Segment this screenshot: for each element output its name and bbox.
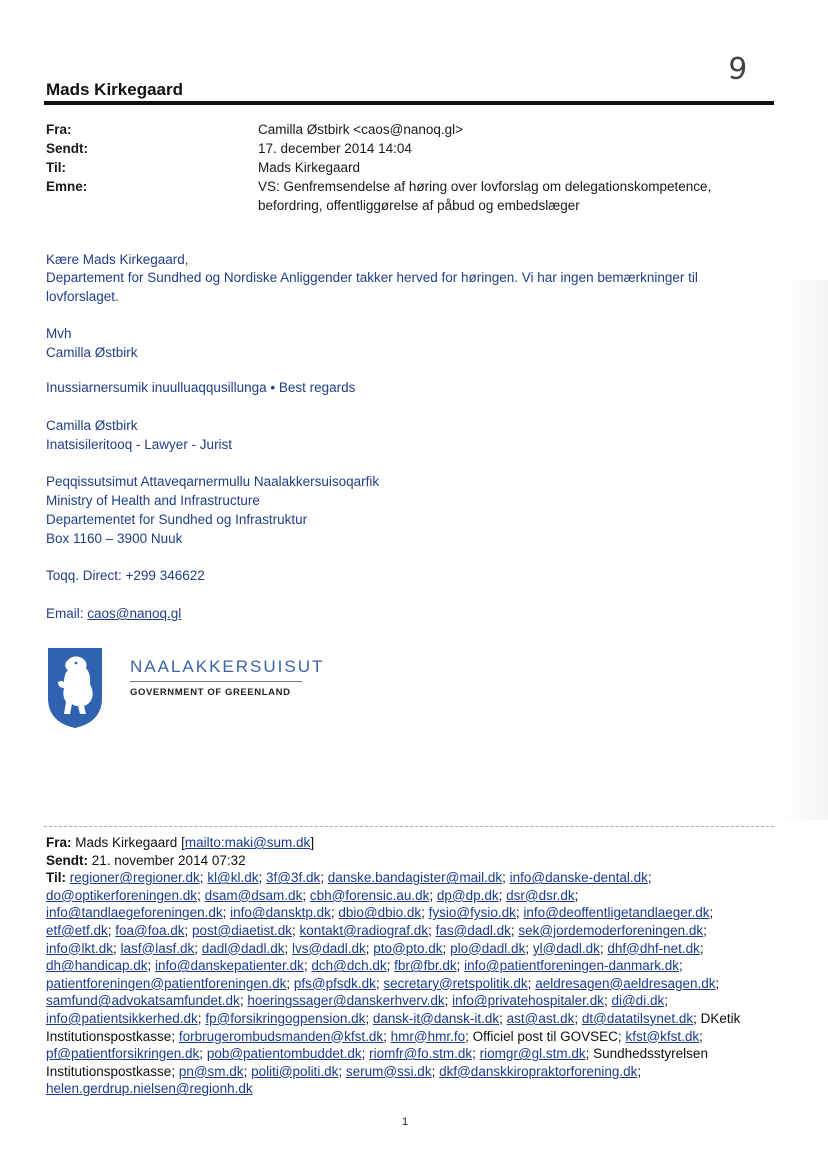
recipient-separator: ; bbox=[498, 887, 507, 903]
recipient-separator: ; bbox=[444, 993, 453, 1009]
reply-paragraph: Departement for Sundhed og Nordiske Anliggender takker herved for høringen. Vi har ingen bemærkninger til lovforslaget. bbox=[46, 270, 698, 304]
recipient-separator: ; bbox=[574, 1010, 582, 1026]
recipient-separator: ; bbox=[456, 958, 465, 974]
recipient-separator: ; bbox=[284, 940, 293, 956]
recipient-separator: ; bbox=[421, 905, 429, 921]
recipient-email-link[interactable]: dh@handicap.dk bbox=[46, 958, 148, 974]
recipient-email-link[interactable]: yl@dadl.dk bbox=[532, 940, 600, 956]
recipient-separator: ; Officiel post til GOVSEC; bbox=[465, 1028, 626, 1044]
regards-line: Inussiarnersumik inuulluaqqusillunga • Best regards bbox=[46, 380, 356, 395]
closing: Mvh bbox=[46, 326, 72, 341]
org-line-2: Ministry of Health and Infrastructure bbox=[46, 493, 260, 508]
recipient-separator: ; bbox=[664, 993, 668, 1009]
recipient-separator: ; bbox=[286, 975, 294, 991]
fwd-to-label: Til: bbox=[46, 870, 66, 886]
handwritten-page-mark: 9 bbox=[726, 51, 749, 88]
recipient-email-link[interactable]: dsr@dsr.dk bbox=[506, 887, 575, 903]
fwd-from-mailto-link[interactable]: mailto:maki@sum.dk bbox=[184, 835, 311, 850]
recipient-email-link[interactable]: dch@dch.dk bbox=[311, 958, 387, 974]
recipient-email-link[interactable]: info@lkt.dk bbox=[46, 940, 113, 956]
recipient-separator: ; bbox=[472, 1046, 480, 1062]
recipient-email-link[interactable]: foa@foa.dk bbox=[115, 922, 185, 938]
recipient-separator: ; bbox=[361, 1046, 370, 1062]
from-row bbox=[46, 120, 728, 139]
recipient-email-link[interactable]: dansk-it@dansk-it.dk bbox=[372, 1010, 500, 1026]
recipient-separator: ; bbox=[199, 870, 208, 886]
recipient-email-link[interactable]: riomgr@gl.stm.dk bbox=[479, 1046, 586, 1062]
recipient-separator: ; bbox=[365, 1010, 373, 1026]
sent-label: Sendt: bbox=[46, 141, 88, 156]
brand-block bbox=[130, 657, 324, 698]
recipient-email-link[interactable]: info@privatehospitaler.dk bbox=[452, 993, 604, 1009]
page-number: 1 bbox=[402, 1116, 409, 1128]
recipient-separator: ; bbox=[222, 905, 231, 921]
recipient-email-link[interactable]: serum@ssi.dk bbox=[345, 1063, 432, 1079]
recipient-email-link[interactable]: aeldresagen@aeldresagen.dk bbox=[535, 975, 716, 991]
fwd-from-close: ] bbox=[310, 835, 315, 850]
recipient-email-link[interactable]: samfund@advokatsamfundet.dk bbox=[46, 993, 240, 1009]
recipient-email-link[interactable]: fbr@fbr.dk bbox=[394, 958, 457, 974]
recipient-separator: ; bbox=[320, 870, 328, 886]
recipient-email-link[interactable]: pto@pto.dk bbox=[373, 940, 443, 956]
recipient-separator: ; bbox=[194, 940, 202, 956]
recipient-email-link[interactable]: cbh@forensic.au.dk bbox=[309, 887, 430, 903]
recipient-email-link[interactable]: info@patientsikkerhed.dk bbox=[46, 1010, 198, 1026]
fwd-sent-row bbox=[46, 852, 746, 870]
recipient-separator: ; bbox=[330, 905, 339, 921]
recipient-email-link[interactable]: riomfr@fo.stm.dk bbox=[369, 1046, 473, 1062]
address: Box 1160 – 3900 Nuuk bbox=[46, 531, 183, 546]
recipient-separator: ; bbox=[375, 975, 384, 991]
recipient-separator: ; bbox=[184, 922, 193, 938]
org-line-3: Departementet for Sundhed og Infrastruktur bbox=[46, 512, 308, 527]
recipient-email-link[interactable]: pf@patientforsikringen.dk bbox=[46, 1046, 200, 1062]
recipient-email-link[interactable]: info@deoffentligetandlaeger.dk bbox=[523, 905, 710, 921]
recipient-separator: ; bbox=[574, 887, 579, 903]
recipient-email-link[interactable]: dsam@dsam.dk bbox=[204, 887, 303, 903]
recipient-email-link[interactable]: politi@politi.dk bbox=[251, 1063, 339, 1079]
brand-name: NAALAKKERSUISUT bbox=[130, 657, 325, 676]
to-row bbox=[46, 158, 728, 177]
recipient-separator: ; bbox=[431, 1063, 440, 1079]
recipient-separator: ; bbox=[386, 958, 395, 974]
recipient-separator: ; bbox=[499, 1010, 507, 1026]
recipient-separator: ; bbox=[599, 940, 608, 956]
recipient-email-link[interactable]: hmr@hmr.fo bbox=[390, 1028, 466, 1044]
recipient-email-link[interactable]: kontakt@radiograf.dk bbox=[299, 922, 429, 938]
recipient-separator: ; bbox=[715, 975, 720, 991]
recipient-separator: ; bbox=[383, 1028, 391, 1044]
recipient-separator: ; bbox=[527, 975, 536, 991]
mailbox-owner: Mads Kirkegaard bbox=[46, 80, 183, 99]
recipient-separator: ; bbox=[603, 993, 612, 1009]
subject-value: VS: Genfremsendelse af høring over lovforslag om delegationskompetence, befordring, offentliggørelse af påbud og embedslæger bbox=[258, 179, 712, 213]
recipient-separator: ; bbox=[703, 922, 707, 938]
header-rule bbox=[44, 101, 774, 105]
recipient-separator: ; bbox=[502, 870, 510, 886]
direct-phone: Toqq. Direct: +299 346622 bbox=[46, 568, 205, 583]
greenland-coat-of-arms-logo bbox=[46, 646, 104, 730]
forward-separator bbox=[44, 826, 774, 827]
fwd-sent-value: 21. november 2014 07:32 bbox=[88, 852, 246, 868]
recipient-email-link[interactable]: danske.bandagister@mail.dk bbox=[327, 870, 503, 886]
recipient-separator: ; bbox=[699, 1028, 703, 1044]
recipient-separator: ; bbox=[510, 922, 519, 938]
email-line bbox=[46, 604, 181, 623]
recipient-email-link[interactable]: dkf@danskkiropraktorforening.dk bbox=[439, 1063, 638, 1079]
recipient-email-link[interactable]: fas@dadl.dk bbox=[435, 922, 511, 938]
recipient-email-link[interactable]: dadl@dadl.dk bbox=[201, 940, 285, 956]
recipient-separator: ; bbox=[147, 958, 156, 974]
recipient-separator: ; bbox=[197, 887, 205, 903]
fwd-sent-label: Sendt: bbox=[46, 852, 88, 868]
signature-title: Inatsisileritooq - Lawyer - Jurist bbox=[46, 437, 233, 452]
recipient-email-link[interactable]: plo@dadl.dk bbox=[450, 940, 526, 956]
recipient-separator: ; bbox=[515, 905, 524, 921]
recipient-separator: ; bbox=[112, 940, 121, 956]
recipient-email-link[interactable]: info@danskepatienter.dk bbox=[155, 958, 304, 974]
recipient-email-link[interactable]: dp@dp.dk bbox=[436, 887, 499, 903]
email-label: Email: bbox=[46, 606, 88, 621]
recipient-email-link[interactable]: lasf@lasf.dk bbox=[120, 940, 195, 956]
recipient-email-link[interactable]: info@patientforeningen-danmark.dk bbox=[464, 958, 679, 974]
to-value: Mads Kirkegaard bbox=[258, 160, 361, 175]
recipient-email-link[interactable]: pfs@pfsdk.dk bbox=[293, 975, 376, 991]
recipient-email-link[interactable]: info@tandlaegeforeningen.dk bbox=[46, 905, 223, 921]
recipient-email-link[interactable]: pob@patientombuddet.dk bbox=[206, 1046, 362, 1062]
recipient-separator: ; DKetik Institutionspostkasse; bbox=[46, 1010, 741, 1044]
recipient-separator: ; Sundhedsstyrelsen Institutionspostkasse; bbox=[46, 1046, 708, 1079]
brand-subtitle: GOVERNMENT OF GREENLAND bbox=[130, 687, 291, 698]
recipient-separator: ; bbox=[525, 940, 533, 956]
recipient-email-link[interactable]: fysio@fysio.dk bbox=[428, 905, 516, 921]
recipient-email-link[interactable]: dhf@dhf-net.dk bbox=[607, 940, 700, 956]
fwd-recipients bbox=[46, 869, 746, 1098]
fwd-from-value: Mads Kirkegaard [ bbox=[71, 835, 185, 850]
from-value: Camilla Østbirk <caos@nanoq.gl> bbox=[258, 122, 464, 137]
org-line-1: Peqqissutsimut Attaveqarnermullu Naalakkersuisoqarfik bbox=[46, 474, 380, 489]
recipient-separator: ; bbox=[442, 940, 451, 956]
from-label: Fra: bbox=[46, 122, 72, 137]
recipient-separator: ; bbox=[302, 887, 310, 903]
fwd-from-label: Fra: bbox=[46, 835, 72, 850]
recipient-email-link[interactable]: do@optikerforeningen.dk bbox=[46, 887, 198, 903]
recipient-separator: ; bbox=[292, 922, 300, 938]
recipient-email-link[interactable]: info@dansktp.dk bbox=[230, 905, 331, 921]
recipient-email-link[interactable]: 3f@3f.dk bbox=[266, 870, 321, 886]
recipient-separator: ; bbox=[699, 940, 704, 956]
recipient-separator: ; bbox=[197, 1010, 206, 1026]
email-link[interactable]: caos@nanoq.gl bbox=[87, 606, 182, 621]
recipient-email-link[interactable]: sek@jordemoderforeningen.dk bbox=[518, 922, 704, 938]
recipient-separator: ; bbox=[709, 905, 714, 921]
recipient-email-link[interactable]: kfst@kfst.dk bbox=[625, 1028, 700, 1044]
recipient-email-link[interactable]: helen.gerdrup.nielsen@regionh.dk bbox=[46, 1081, 253, 1097]
scan-shadow bbox=[778, 280, 828, 820]
sent-value: 17. december 2014 14:04 bbox=[258, 141, 412, 156]
forwarded-header bbox=[46, 834, 746, 1098]
recipient-email-link[interactable]: dbio@dbio.dk bbox=[338, 905, 422, 921]
recipient-email-link[interactable]: lvs@dadl.dk bbox=[292, 940, 366, 956]
sent-row bbox=[46, 139, 728, 158]
recipient-email-link[interactable]: patientforeningen@patientforeningen.dk bbox=[46, 975, 287, 991]
recipient-email-link[interactable]: forbrugerombudsmanden@kfst.dk bbox=[178, 1028, 384, 1044]
recipient-email-link[interactable]: fp@forsikringogpension.dk bbox=[205, 1010, 366, 1026]
recipient-separator: ; bbox=[303, 958, 312, 974]
recipient-separator: ; bbox=[243, 1063, 252, 1079]
recipient-separator: ; bbox=[429, 887, 437, 903]
recipient-separator: ; bbox=[647, 870, 652, 886]
recipient-separator: ; bbox=[239, 993, 248, 1009]
signature-name: Camilla Østbirk bbox=[46, 418, 138, 433]
recipient-email-link[interactable]: info@danske-dental.dk bbox=[509, 870, 648, 886]
recipient-email-link[interactable]: secretary@retspolitik.dk bbox=[383, 975, 528, 991]
recipient-email-link[interactable]: di@di.dk bbox=[611, 993, 665, 1009]
recipient-separator: ; bbox=[365, 940, 374, 956]
recipient-email-link[interactable]: pn@sm.dk bbox=[178, 1063, 244, 1079]
greeting: Kære Mads Kirkegaard, bbox=[46, 252, 189, 267]
to-label: Til: bbox=[46, 160, 66, 175]
recipient-email-link[interactable]: etf@etf.dk bbox=[46, 922, 108, 938]
subject-label: Emne: bbox=[46, 179, 88, 194]
subject-row bbox=[46, 177, 728, 215]
recipient-separator: ; bbox=[107, 922, 116, 938]
recipient-email-link[interactable]: regioner@regioner.dk bbox=[69, 870, 200, 886]
recipient-email-link[interactable]: post@diaetist.dk bbox=[192, 922, 293, 938]
email-header bbox=[46, 120, 728, 215]
recipient-separator: ; bbox=[428, 922, 436, 938]
recipient-separator: ; bbox=[678, 958, 683, 974]
fwd-from-row bbox=[46, 834, 746, 852]
recipient-separator: ; bbox=[258, 870, 267, 886]
brand-divider bbox=[130, 681, 302, 682]
recipient-separator: ; bbox=[199, 1046, 207, 1062]
closing-name: Camilla Østbirk bbox=[46, 345, 138, 360]
recipient-separator: ; bbox=[338, 1063, 346, 1079]
recipient-email-link[interactable]: kl@kl.dk bbox=[207, 870, 259, 886]
recipient-email-link[interactable]: dt@datatilsynet.dk bbox=[581, 1010, 694, 1026]
recipient-email-link[interactable]: hoeringssager@danskerhverv.dk bbox=[247, 993, 445, 1009]
recipient-email-link[interactable]: ast@ast.dk bbox=[506, 1010, 575, 1026]
recipient-separator: ; bbox=[637, 1063, 642, 1079]
